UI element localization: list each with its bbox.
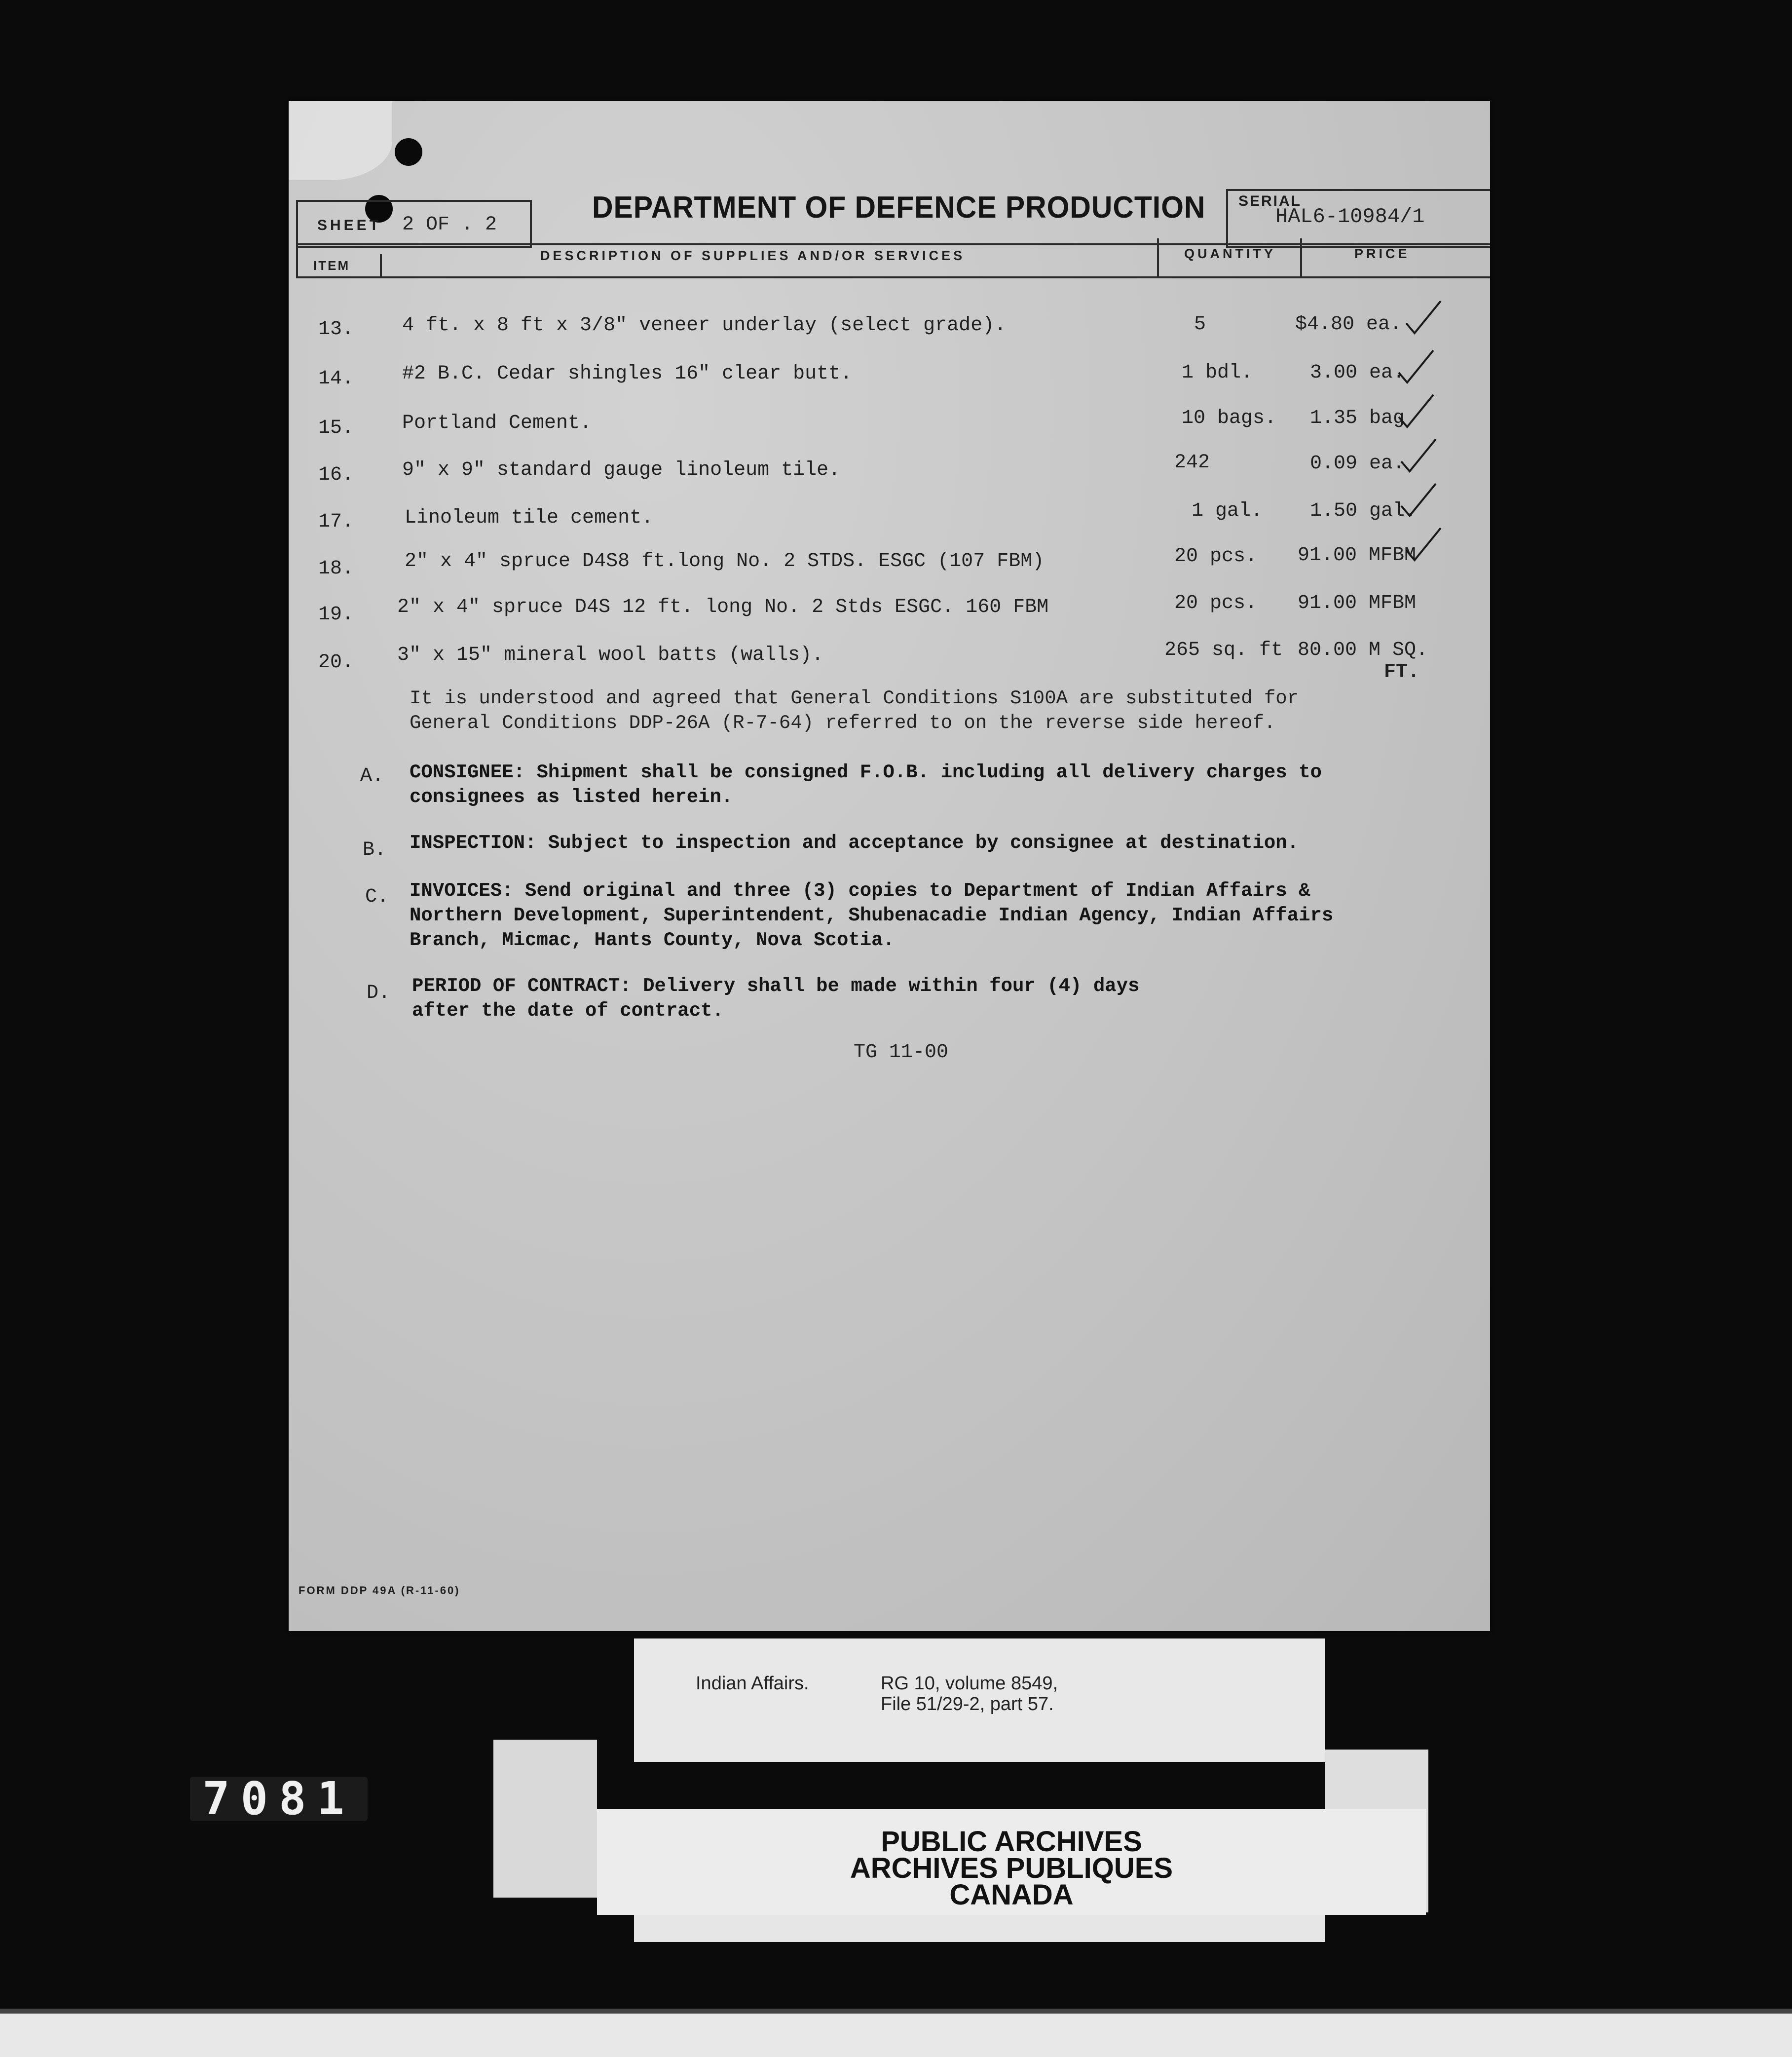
item-price: 3.00 ea. bbox=[1310, 362, 1405, 384]
archive-reference-label bbox=[634, 1638, 1325, 1762]
item-description: 4 ft. x 8 ft x 3/8" veneer underlay (select grade). bbox=[402, 314, 1007, 337]
document-code: TG 11-00 bbox=[854, 1041, 949, 1064]
item-price-unit-line2: FT. bbox=[1384, 661, 1420, 684]
archives-line-fr: ARCHIVES PUBLIQUES bbox=[850, 1852, 1173, 1884]
item-price: $4.80 ea. bbox=[1295, 313, 1402, 336]
condition-text: INVOICES: Send original and three (3) copies to Department of Indian Affairs & Northern Development, Superintendent, Shubenacadie Indian Agency, Indian Affairs Branch, Micmac, Hants County, Nova Scotia. bbox=[410, 880, 1334, 951]
condition-text: INSPECTION: Subject to inspection and acceptance by consignee at destination. bbox=[410, 832, 1299, 854]
item-number: 18. bbox=[318, 558, 354, 580]
form-number: FORM DDP 49A (R-11-60) bbox=[299, 1584, 460, 1597]
item-number: 15. bbox=[318, 417, 354, 439]
item-description: 2" x 4" spruce D4S8 ft.long No. 2 STDS. ESGC (107 FBM) bbox=[405, 550, 1045, 572]
checkmark-icon bbox=[1404, 526, 1443, 565]
item-number: 19. bbox=[318, 604, 354, 626]
general-conditions-note: It is understood and agreed that General Conditions S100A are substituted for General Conditions DDP-26A (R-7-64) referred to on the reverse side hereof. bbox=[410, 687, 1299, 734]
item-quantity: 10 bags. bbox=[1182, 407, 1277, 429]
card-tab-left bbox=[493, 1740, 597, 1898]
column-header-quantity: QUANTITY bbox=[1184, 246, 1276, 261]
item-price: 1.50 gal. bbox=[1310, 500, 1417, 522]
item-number: 16. bbox=[318, 464, 354, 486]
archives-line-en: PUBLIC ARCHIVES bbox=[881, 1826, 1142, 1858]
column-header-item: ITEM bbox=[313, 258, 350, 273]
item-price: 0.09 ea. bbox=[1310, 453, 1405, 475]
film-edge bbox=[0, 2009, 1792, 2014]
archives-line-country: CANADA bbox=[949, 1879, 1074, 1911]
item-description: 2" x 4" spruce D4S 12 ft. long No. 2 Stds ESGC. 160 FBM bbox=[397, 596, 1049, 618]
item-description: Linoleum tile cement. bbox=[405, 507, 654, 529]
sheet-label: SHEET bbox=[317, 217, 382, 233]
checkmark-icon bbox=[1399, 437, 1438, 476]
item-number: 14. bbox=[318, 368, 354, 390]
archive-file: File 51/29-2, part 57. bbox=[881, 1694, 1054, 1714]
public-archives-card bbox=[597, 1809, 1426, 1915]
item-number: 17. bbox=[318, 511, 354, 533]
card-bottom-strip bbox=[634, 1915, 1325, 1942]
item-description: 3" x 15" mineral wool batts (walls). bbox=[397, 644, 824, 666]
item-number: 20. bbox=[318, 651, 354, 674]
column-header-price: PRICE bbox=[1354, 246, 1410, 261]
item-quantity: 20 pcs. bbox=[1174, 592, 1258, 614]
document-sheet bbox=[289, 101, 1490, 1631]
condition-letter: A. bbox=[360, 765, 384, 787]
page-title: DEPARTMENT OF DEFENCE PRODUCTION bbox=[592, 190, 1206, 225]
item-number: 13. bbox=[318, 318, 354, 341]
item-price: 91.00 MFBM bbox=[1298, 544, 1417, 567]
checkmark-icon bbox=[1396, 348, 1436, 387]
item-quantity: 265 sq. ft bbox=[1164, 639, 1283, 661]
sheet-value: 2 OF . 2 bbox=[402, 214, 497, 236]
table-left-line bbox=[296, 243, 298, 278]
punch-hole-icon bbox=[395, 138, 422, 166]
item-price: 1.35 bag bbox=[1310, 407, 1405, 429]
table-header-bottom-line bbox=[296, 276, 1490, 278]
condition-letter: C. bbox=[365, 886, 389, 908]
item-description: Portland Cement. bbox=[402, 412, 592, 434]
item-description: 9" x 9" standard gauge linoleum tile. bbox=[402, 459, 841, 481]
microfilm-frame-number: 7081 bbox=[190, 1777, 368, 1821]
checkmark-icon bbox=[1404, 299, 1443, 338]
table-divider-item bbox=[380, 254, 382, 278]
item-quantity: 1 bdl. bbox=[1182, 362, 1253, 384]
condition-letter: D. bbox=[367, 982, 391, 1004]
archive-fonds: Indian Affairs. bbox=[696, 1673, 809, 1694]
worn-corner bbox=[289, 101, 392, 180]
checkmark-icon bbox=[1396, 392, 1436, 432]
condition-text: CONSIGNEE: Shipment shall be consigned F.O.B. including all delivery charges to consignees as listed herein. bbox=[410, 762, 1322, 808]
item-quantity: 5 bbox=[1194, 313, 1206, 336]
table-divider-price bbox=[1300, 238, 1302, 278]
serial-label: SERIAL bbox=[1238, 193, 1302, 209]
item-price: 91.00 MFBM bbox=[1298, 592, 1417, 614]
condition-letter: B. bbox=[363, 839, 387, 861]
checkmark-icon bbox=[1399, 481, 1438, 521]
film-border bbox=[0, 2014, 1792, 2057]
item-price: 80.00 M SQ. bbox=[1298, 639, 1428, 661]
archive-volume: RG 10, volume 8549, bbox=[881, 1673, 1058, 1694]
item-quantity: 20 pcs. bbox=[1174, 545, 1258, 568]
column-header-description: DESCRIPTION OF SUPPLIES AND/OR SERVICES bbox=[540, 248, 966, 263]
table-top-line bbox=[296, 243, 1490, 245]
item-quantity: 1 gal. bbox=[1192, 500, 1263, 522]
item-description: #2 B.C. Cedar shingles 16" clear butt. bbox=[402, 363, 853, 385]
condition-text: PERIOD OF CONTRACT: Delivery shall be made within four (4) days after the date of contract. bbox=[412, 975, 1140, 1022]
serial-value: HAL6-10984/1 bbox=[1275, 205, 1425, 229]
table-divider-quantity bbox=[1157, 238, 1159, 278]
item-quantity: 242 bbox=[1174, 452, 1210, 474]
